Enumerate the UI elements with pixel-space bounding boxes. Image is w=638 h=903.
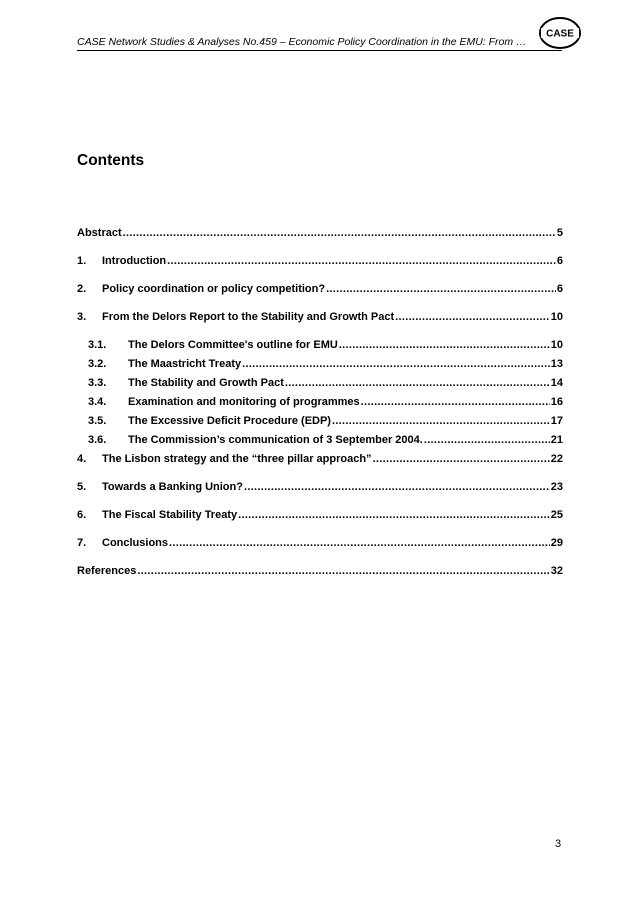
toc-leader bbox=[238, 509, 550, 521]
toc-entry-number: 7. bbox=[77, 537, 87, 549]
toc-entry-abstract[interactable] bbox=[77, 223, 563, 239]
toc-entry-page: 22 bbox=[550, 453, 563, 465]
toc-entry-page: 6 bbox=[556, 283, 563, 295]
toc-entry-page: 6 bbox=[556, 255, 563, 267]
toc-leader bbox=[167, 255, 556, 267]
toc-entry-introduction[interactable] bbox=[77, 251, 563, 267]
toc-entry-title: The Excessive Deficit Procedure (EDP) bbox=[128, 415, 331, 427]
toc-leader bbox=[285, 377, 550, 389]
toc-entry-title: Policy coordination or policy competition? bbox=[102, 283, 326, 295]
toc-entry-title: Abstract bbox=[77, 227, 122, 239]
toc-entry-title: Examination and monitoring of programmes bbox=[128, 396, 360, 408]
toc-entry-page: 21 bbox=[550, 434, 563, 446]
toc-entry-title: The Maastricht Treaty bbox=[128, 358, 242, 370]
toc-entry-page: 10 bbox=[550, 339, 563, 351]
toc-entry-title: Towards a Banking Union? bbox=[102, 481, 243, 493]
toc-entry-title: The Commission’s communication of 3 September 2004. bbox=[128, 434, 423, 446]
toc-entry-page: 23 bbox=[550, 481, 563, 493]
toc-entry-number: 4. bbox=[77, 453, 87, 465]
toc-entry-policy-coordination[interactable] bbox=[77, 279, 563, 295]
toc-entry-number: 3.4. bbox=[88, 396, 107, 408]
toc-entry-number: 3.2. bbox=[88, 358, 107, 370]
toc-entry-stability-growth-pact[interactable] bbox=[77, 373, 563, 389]
toc-leader bbox=[373, 453, 550, 465]
toc-entry-number: 3.6. bbox=[88, 434, 107, 446]
toc-leader bbox=[339, 339, 550, 351]
toc-entry-number: 6. bbox=[77, 509, 87, 521]
toc-entry-page: 5 bbox=[556, 227, 563, 239]
toc-leader bbox=[123, 227, 556, 239]
toc-leader bbox=[424, 434, 550, 446]
toc-leader bbox=[244, 481, 550, 493]
toc-leader bbox=[361, 396, 550, 408]
toc-entry-maastricht-treaty[interactable] bbox=[77, 354, 563, 370]
toc-leader bbox=[395, 311, 550, 323]
toc-leader bbox=[137, 565, 549, 577]
running-header: CASE Network Studies & Analyses No.459 – Economic Policy Coordination in the EMU: From … bbox=[77, 36, 527, 48]
toc-entry-title: The Stability and Growth Pact bbox=[128, 377, 284, 389]
toc-entry-title: The Fiscal Stability Treaty bbox=[102, 509, 238, 521]
toc-entry-number: 3.3. bbox=[88, 377, 107, 389]
toc-entry-number: 2. bbox=[77, 283, 87, 295]
toc-entry-commission-communication[interactable] bbox=[77, 430, 563, 446]
toc-entry-title: References bbox=[77, 565, 137, 577]
toc-entry-title: The Lisbon strategy and the “three pillar approach” bbox=[102, 453, 372, 465]
toc-entry-number: 3.1. bbox=[88, 339, 107, 351]
toc-entry-page: 10 bbox=[550, 311, 563, 323]
toc-entry-delors-committee[interactable] bbox=[77, 335, 563, 351]
toc-leader bbox=[169, 537, 550, 549]
toc-entry-page: 25 bbox=[550, 509, 563, 521]
toc-leader bbox=[332, 415, 550, 427]
case-logo bbox=[538, 16, 582, 50]
toc-entry-page: 13 bbox=[550, 358, 563, 370]
toc-leader bbox=[242, 358, 550, 370]
toc-entry-excessive-deficit[interactable] bbox=[77, 411, 563, 427]
toc-entry-delors-report[interactable] bbox=[77, 307, 563, 323]
toc-entry-page: 29 bbox=[550, 537, 563, 549]
toc-entry-page: 32 bbox=[550, 565, 563, 577]
header-rule bbox=[77, 50, 562, 51]
page-number: 3 bbox=[555, 838, 562, 850]
toc-entry-page: 14 bbox=[550, 377, 563, 389]
toc-entry-title: Introduction bbox=[102, 255, 167, 267]
contents-heading: Contents bbox=[77, 152, 145, 169]
toc-entry-lisbon-strategy[interactable] bbox=[77, 449, 563, 465]
toc-entry-page: 16 bbox=[550, 396, 563, 408]
toc-entry-number: 5. bbox=[77, 481, 87, 493]
toc-entry-title: The Delors Committee's outline for EMU bbox=[128, 339, 338, 351]
toc-entry-number: 3.5. bbox=[88, 415, 107, 427]
toc-leader bbox=[326, 283, 556, 295]
toc-entry-fiscal-stability-treaty[interactable] bbox=[77, 505, 563, 521]
toc-entry-number: 3. bbox=[77, 311, 87, 323]
toc-entry-examination-monitoring[interactable] bbox=[77, 392, 563, 408]
toc-entry-title: From the Delors Report to the Stability and Growth Pact bbox=[102, 311, 395, 323]
toc-entry-banking-union[interactable] bbox=[77, 477, 563, 493]
logo-text: CASE bbox=[546, 28, 574, 40]
toc-entry-number: 1. bbox=[77, 255, 87, 267]
toc-entry-title: Conclusions bbox=[102, 537, 169, 549]
toc-entry-page: 17 bbox=[550, 415, 563, 427]
toc-entry-references[interactable] bbox=[77, 561, 563, 577]
toc-entry-conclusions[interactable] bbox=[77, 533, 563, 549]
